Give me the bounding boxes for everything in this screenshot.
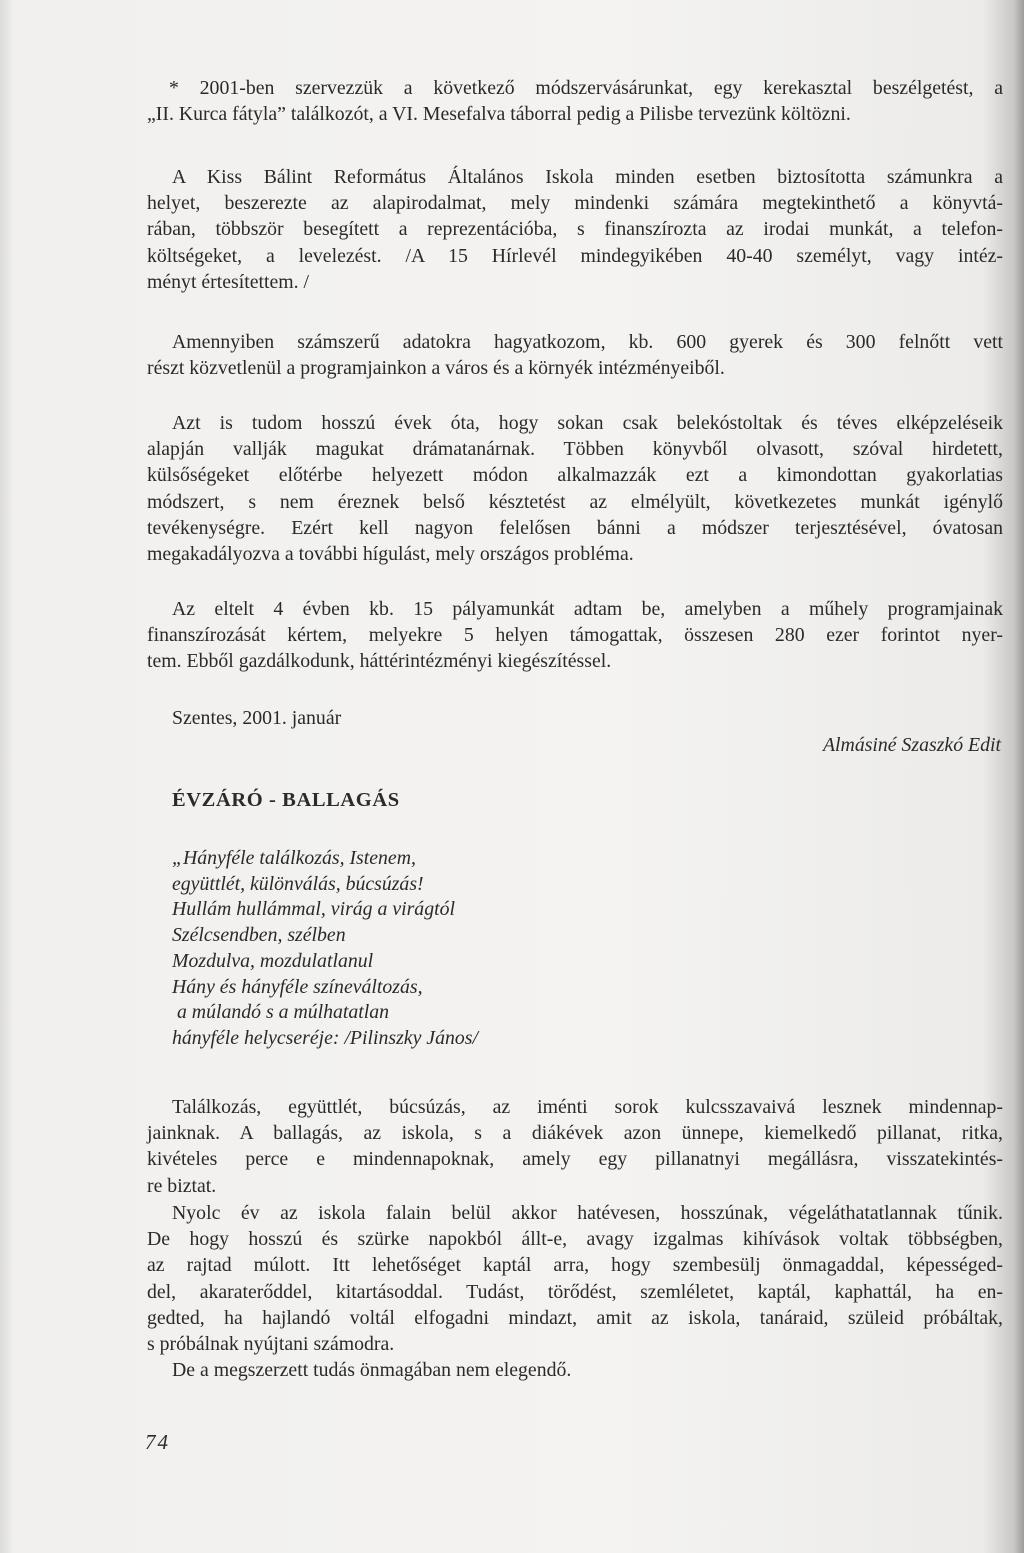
paragraph-line: tevékenységre. Ezért kell nagyon felelősen bánni a módszer terjesztésével, óvatosan	[147, 516, 1003, 539]
footnote-line: „II. Kurca fátyla” találkozót, a VI. Mesefalva táborral pedig a Pilisbe tervezünk költözni.	[147, 103, 851, 126]
place-date: Szentes, 2001. január	[172, 707, 342, 729]
paragraph-line: De a megszerzett tudás önmagában nem elegendő.	[172, 1359, 572, 1381]
poem-line: a múlandó s a múlhatatlan	[172, 1001, 390, 1024]
paragraph-line: De hogy hosszú és szürke napokból állt-e, avagy izgalmas kihívások voltak többségben,	[147, 1228, 1003, 1251]
paragraph-school-support	[147, 164, 1003, 295]
poem-line: Hány és hányféle színeváltozás,	[172, 975, 423, 998]
paragraph-line: külsőségeket előtérbe helyezett módon alkalmazzák ezt a kimondottan gyakorlatias	[147, 464, 1003, 487]
paragraph-line: módszert, s nem éreznek belső késztetést az elmélyült, következetes munkát igénylő	[147, 490, 1003, 513]
paragraph-line: del, akaraterőddel, kitartásoddal. Tudást, törődést, szemléletet, kaptál, kaphattál, ha en-	[147, 1280, 1003, 1303]
paragraph-line: részt közvetlenül a programjainkon a város és a környék intézményeiből.	[147, 357, 725, 380]
paragraph-line: tem. Ebből gazdálkodunk, háttérintézményi kiegészítéssel.	[147, 650, 612, 673]
section-heading: ÉVZÁRÓ - BALLAGÁS	[172, 789, 400, 811]
poem-quote	[172, 846, 478, 1052]
poem-line: Hullám hullámmal, virág a virágtól	[172, 898, 455, 921]
paragraph-line: kivételes perce e mindennapoknak, amely egy pillanatnyi megállásra, visszatekintés-	[147, 1148, 1003, 1171]
paragraph-line: finanszírozását kértem, melyekre 5 helyen támogattak, összesen 280 ezer forintot nyer-	[147, 624, 1003, 647]
poem-line: hányféle helycseréje: /Pilinszky János/	[172, 1026, 478, 1049]
paragraph-line: s próbálnak nyújtani számodra.	[147, 1333, 395, 1356]
poem-line: „Hányféle találkozás, Istenem,	[172, 847, 416, 869]
paragraph-line: helyet, beszerezte az alapirodalmat, mely mindenki számára megtekinthető a könyvtá-	[147, 192, 1003, 215]
paragraph-line: Amennyiben számszerű adatokra hagyatkozom, kb. 600 gyerek és 300 felnőtt vett	[172, 331, 1003, 353]
paragraph-grants	[147, 596, 1003, 675]
paragraph-line: Az eltelt 4 évben kb. 15 pályamunkát adtam be, amelyben a műhely programjainak	[172, 598, 1003, 620]
footnote-line: * 2001-ben szervezzük a következő módszervásárunkat, egy kerekasztal beszélgetést, a	[169, 77, 1003, 99]
paragraph-line: gedted, ha hajlandó voltál elfogadni mindazt, amit az iskola, tanáraid, szüleid próbáltak,	[147, 1306, 1003, 1329]
poem-line: Mozdulva, mozdulatlanul	[172, 949, 374, 972]
page-edge-shadow	[1014, 0, 1024, 1553]
paragraph-line: költségeket, a levelezést. /A 15 Hírlevél mindegyikében 40-40 személyt, vagy intéz-	[147, 244, 1003, 267]
paragraph-line: Találkozás, együttlét, búcsúzás, az iménti sorok kulcsszavaivá lesznek mindennap-	[172, 1096, 1003, 1118]
paragraph-line: ményt értesítettem. /	[147, 270, 310, 293]
paragraph-line: megakadályozva a további hígulást, mely országos probléma.	[147, 543, 634, 566]
paragraph-graduation	[147, 1094, 1003, 1199]
paragraph-line: jainknak. A ballagás, az iskola, s a diákévek azon ünnepe, kiemelkedő pillanat, ritka,	[147, 1122, 1003, 1145]
page-number: 74	[145, 1430, 170, 1454]
paragraph-statistics	[147, 329, 1003, 381]
paragraph-eight-years	[147, 1200, 1003, 1357]
paragraph-drama-teachers	[147, 410, 1003, 567]
poem-line: Szélcsendben, szélben	[172, 924, 346, 947]
paragraph-line: az rajtad múlott. Itt lehetőséget kaptál arra, hogy szembesülj önmagaddal, képességed-	[147, 1254, 1003, 1277]
paragraph-knowledge	[147, 1357, 1003, 1383]
paragraph-line: Nyolc év az iskola falain belül akkor hatévesen, hosszúnak, végeláthatatlannak tűnik.	[172, 1202, 1003, 1224]
paragraph-line: Azt is tudom hosszú évek óta, hogy sokan csak belekóstoltak és téves elképzeléseik	[172, 412, 1003, 434]
paragraph-line: A Kiss Bálint Református Általános Iskola minden esetben biztosította számunkra a	[172, 166, 1003, 188]
footnote	[147, 75, 1003, 127]
author-signature: Almásiné Szaszkó Edit	[822, 734, 1001, 756]
paragraph-line: alapján vallják magukat drámatanárnak. Többen könyvből olvasott, szóval hirdetett,	[147, 438, 1003, 461]
poem-line: együttlét, különválás, búcsúzás!	[172, 872, 424, 895]
paragraph-line: re biztat.	[147, 1174, 217, 1197]
paragraph-line: rában, többször besegített a reprezentációba, s finanszírozta az irodai munkát, a telefon-	[147, 218, 1003, 241]
